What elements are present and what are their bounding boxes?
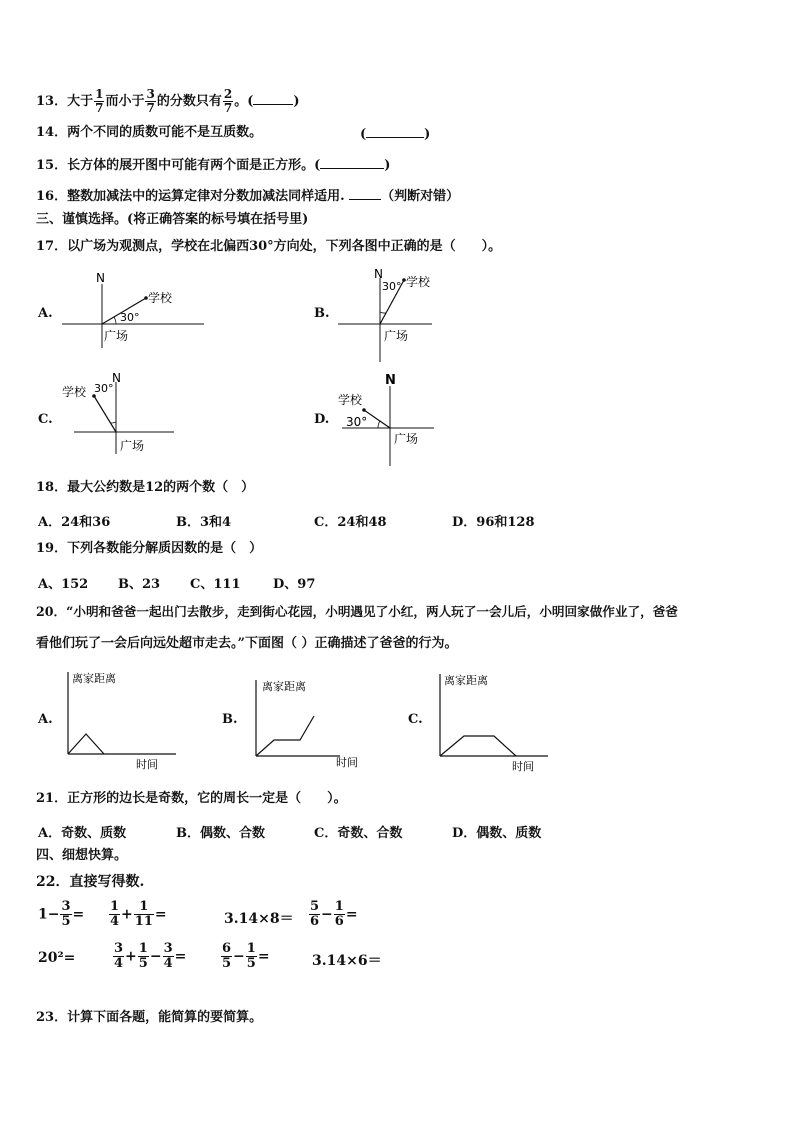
equals: =: [154, 906, 167, 923]
q13-text-d: 。(: [234, 94, 254, 109]
north-label: N: [385, 373, 396, 388]
q20-stem-line-2: 看他们玩了一会后向远处超市走去。”下面图（ ）正确描述了爸爸的行为。: [36, 636, 458, 651]
numerator: 1: [246, 941, 256, 956]
y-axis-label: 离家距离: [262, 680, 306, 693]
north-label: N: [112, 371, 121, 385]
q18-option-d[interactable]: D．96和128: [452, 515, 535, 530]
q13-fraction-2: [145, 88, 155, 115]
fraction: [163, 942, 174, 971]
section-4-heading: 四、细想快算。: [36, 848, 128, 863]
distance-path: [68, 734, 104, 754]
q20-stem-line-1: 20．“小明和爸爸一起出门去散步，走到街心花园，小明遇见了小红，两人玩了一会儿后，小明回家做作业了，爸爸: [36, 604, 678, 619]
angle-label: 30°: [346, 415, 368, 429]
angle-arc: [380, 312, 386, 313]
angle-arc: [111, 422, 116, 423]
distance-path: [256, 716, 314, 756]
q16-tail: （判断对错）: [381, 189, 460, 204]
denominator: 6: [334, 914, 344, 929]
q22-expr-5: 20²=: [38, 950, 76, 966]
q13-f3-den: 7: [223, 101, 233, 115]
q18-option-b[interactable]: B．3和4: [176, 515, 232, 530]
north-label: N: [96, 271, 105, 285]
angle-label: 30°: [382, 280, 402, 293]
q14-answer: [360, 125, 430, 143]
q17-diagram-b[interactable]: [334, 264, 454, 366]
angle-arc: [114, 317, 116, 324]
denominator: 5: [61, 914, 71, 929]
q20-option-c-label: C.: [408, 712, 423, 727]
q20-graph-a[interactable]: [62, 668, 180, 772]
fraction: [246, 942, 257, 971]
q22-expr-8: 3.14×6＝: [312, 953, 382, 969]
denominator: 4: [110, 914, 120, 929]
q22-expr-6: [112, 942, 186, 971]
q13-text-b: 而小于: [105, 94, 145, 109]
q13-text-c: 的分数只有: [156, 94, 222, 109]
q22-expr-7: [220, 942, 270, 971]
denominator: 5: [246, 956, 256, 971]
denominator: 5: [222, 956, 232, 971]
q23-stem: 23．计算下面各题，能简算的要简算。: [36, 1010, 263, 1025]
numerator: 1: [138, 941, 148, 956]
q19-option-b[interactable]: B、23: [118, 577, 161, 592]
q22-stem: 22．直接写得数.: [36, 874, 145, 890]
q17-option-d-label: D.: [314, 412, 330, 427]
q14-paren-right: ): [424, 127, 431, 142]
q17-option-a-label: A.: [38, 306, 53, 321]
q19-stem: 19．下列各数能分解质因数的是（ ）: [36, 541, 263, 556]
fraction: [221, 942, 232, 971]
numerator: 5: [310, 899, 320, 914]
q17-diagram-d[interactable]: [334, 370, 444, 468]
q21-option-d[interactable]: D．偶数、质数: [452, 826, 542, 841]
expr-text: 1−: [38, 906, 60, 923]
q15-text: 15．长方体的展开图中可能有两个面是正方形。(: [36, 158, 321, 173]
q20-graph-b[interactable]: [252, 676, 364, 772]
q13-f1-den: 7: [95, 101, 104, 115]
q19-option-d[interactable]: D、97: [273, 577, 316, 592]
square-label: 广场: [394, 432, 419, 446]
q16-answer-blank[interactable]: [349, 187, 381, 200]
denominator: 4: [114, 956, 124, 971]
x-axis-label: 时间: [336, 756, 358, 769]
q22-expr-3: 3.14×8＝: [224, 911, 294, 927]
x-axis-label: 时间: [136, 758, 158, 771]
q13-fraction-1: [94, 88, 104, 115]
school-label: 学校: [62, 385, 87, 399]
q18-option-a[interactable]: A．24和36: [38, 515, 111, 530]
q18-option-c[interactable]: C．24和48: [314, 515, 387, 530]
minus: −: [321, 906, 333, 923]
direction-ray: [364, 410, 390, 428]
equals: =: [345, 906, 358, 923]
q14-paren-left: (: [360, 127, 367, 142]
q13-f1-num: 1: [95, 87, 104, 101]
q21-option-a[interactable]: A．奇数、质数: [38, 826, 127, 841]
fraction: [113, 942, 124, 971]
q13-f2-den: 7: [146, 101, 155, 115]
numerator: 3: [114, 941, 124, 956]
fraction: [334, 900, 345, 929]
q20-graph-c[interactable]: [432, 670, 554, 774]
q19-option-c[interactable]: C、111: [190, 577, 241, 592]
question-15: [36, 156, 390, 174]
q15-answer-blank[interactable]: [320, 156, 384, 169]
plus: +: [125, 948, 137, 965]
q22-expr-2: [108, 900, 167, 929]
question-16: [36, 187, 459, 205]
numerator: 1: [110, 899, 120, 914]
q15-paren-right: ): [384, 158, 391, 173]
numerator: 3: [61, 899, 71, 914]
q21-option-b[interactable]: B．偶数、合数: [176, 826, 265, 841]
q21-stem: 21．正方形的边长是奇数，它的周长一定是（ ）。: [36, 791, 347, 806]
fraction: [60, 900, 71, 929]
y-axis-label: 离家距离: [72, 672, 116, 685]
denominator: 6: [310, 914, 320, 929]
plus: +: [121, 906, 133, 923]
school-label: 学校: [148, 291, 173, 305]
q22-expr-1: [38, 900, 84, 929]
numerator: 3: [163, 941, 173, 956]
minus: −: [233, 948, 245, 965]
fraction: [138, 942, 149, 971]
section-3-heading: 三、谨慎选择。(将正确答案的标号填在括号里): [36, 212, 309, 227]
q19-option-a[interactable]: A、152: [38, 577, 89, 592]
q13-answer-blank[interactable]: [253, 92, 293, 105]
y-axis-label: 离家距离: [444, 674, 488, 687]
equals: =: [174, 948, 187, 965]
q22-expr-4: [308, 900, 358, 929]
q13-text-e: ): [293, 94, 300, 109]
q14-answer-blank[interactable]: [366, 125, 424, 138]
equals: =: [72, 906, 85, 923]
question-14: [36, 125, 262, 141]
q17-diagram-c[interactable]: [58, 370, 178, 466]
numerator: 1: [134, 900, 154, 915]
school-point: [362, 408, 366, 412]
square-label: 广场: [120, 439, 145, 453]
q17-diagram-a[interactable]: [58, 268, 208, 364]
fraction: [309, 900, 320, 929]
square-label: 广场: [384, 329, 409, 343]
angle-arc: [378, 421, 380, 428]
q20-option-a-label: A.: [38, 712, 53, 727]
q21-option-c[interactable]: C．奇数、合数: [314, 826, 403, 841]
q13-fraction-3: [223, 88, 233, 115]
q17-stem: 17．以广场为观测点，学校在北偏西30°方向处，下列各图中正确的是（ ）。: [36, 239, 502, 254]
square-label: 广场: [104, 329, 129, 343]
distance-path: [440, 736, 516, 756]
q13-f3-num: 2: [223, 87, 233, 101]
fraction: [109, 900, 120, 929]
question-13: [36, 88, 300, 115]
denominator: 4: [163, 956, 173, 971]
q17-option-b-label: B.: [314, 306, 330, 321]
angle-label: 30°: [94, 382, 114, 395]
q17-option-c-label: C.: [38, 412, 53, 427]
numerator: 1: [334, 899, 344, 914]
angle-label: 30°: [120, 311, 140, 324]
q13-number: 13．: [36, 94, 68, 109]
denominator: 11: [134, 914, 153, 929]
q16-text: 16．整数加减法中的运算定律对分数加减法同样适用.: [36, 189, 345, 204]
school-label: 学校: [406, 275, 431, 289]
q13-text-a: 大于: [67, 94, 94, 109]
fraction: [134, 900, 154, 929]
q13-f2-num: 3: [146, 87, 155, 101]
x-axis-label: 时间: [512, 760, 534, 773]
q14-text: 14．两个不同的质数可能不是互质数。: [36, 125, 263, 140]
north-label: N: [374, 267, 383, 281]
equals: =: [257, 948, 270, 965]
numerator: 6: [222, 941, 232, 956]
school-label: 学校: [338, 393, 363, 407]
q18-stem: 18．最大公约数是12的两个数（ ）: [36, 480, 255, 495]
denominator: 5: [138, 956, 148, 971]
minus: −: [149, 948, 162, 965]
q20-option-b-label: B.: [222, 712, 238, 727]
direction-ray: [94, 396, 116, 432]
